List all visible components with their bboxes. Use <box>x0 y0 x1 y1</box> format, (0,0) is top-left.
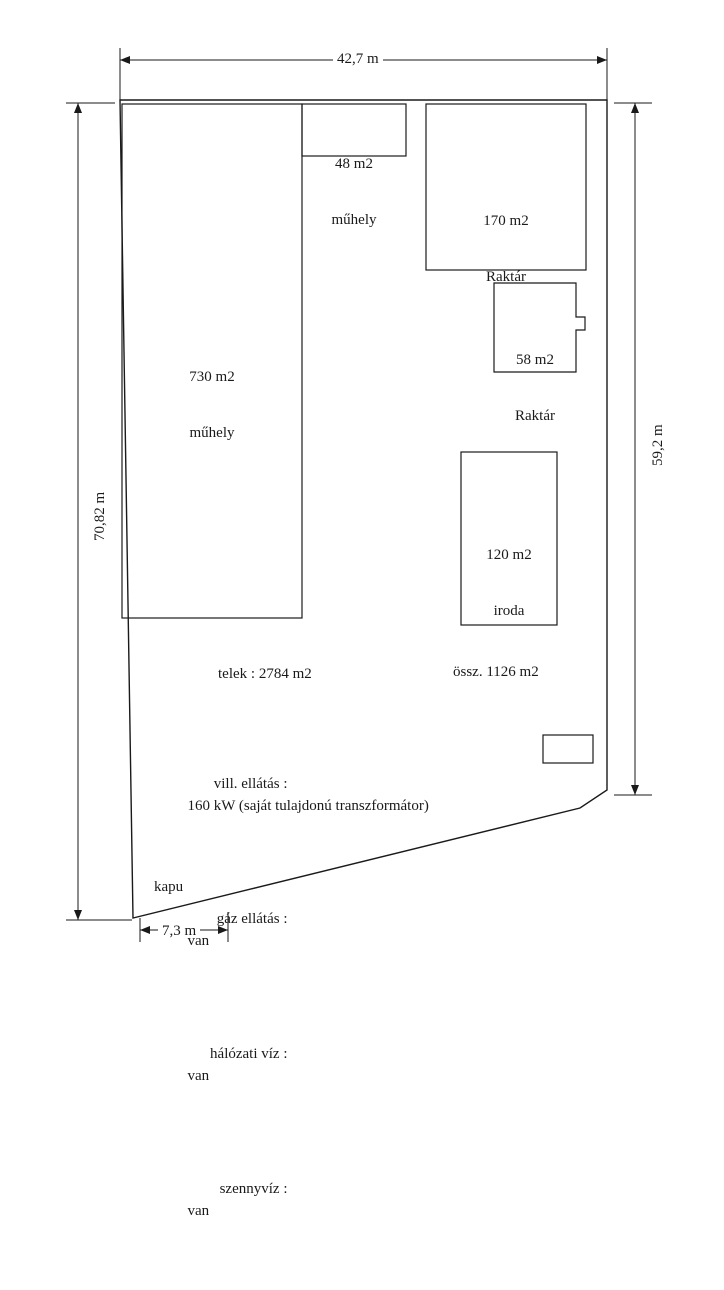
label-muhely-730-name: műhely <box>189 424 235 441</box>
label-muhely-730-area: 730 m2 <box>189 368 235 385</box>
dim-top-width-label: 42,7 m <box>333 51 383 68</box>
utility-label-gas: gáz ellátás : <box>216 910 288 927</box>
label-raktar-58-area: 58 m2 <box>516 351 554 368</box>
label-muhely-48-name: műhely <box>331 211 377 228</box>
label-raktar-58 <box>495 313 575 463</box>
dim-bottom-width-label: 7,3 m <box>158 923 200 940</box>
label-iroda-120-area: 120 m2 <box>486 546 532 563</box>
utility-value-water: van <box>187 1068 210 1084</box>
utility-label-electricity: vill. ellátás : <box>213 775 288 792</box>
utility-value-sewage: van <box>187 1203 210 1219</box>
label-buildings-total: össz. 1126 m2 <box>453 664 539 680</box>
utility-label-sewage: szennyvíz : <box>219 1180 288 1197</box>
utility-label-water: hálózati víz : <box>210 1045 288 1062</box>
dim-right-height-label: 59,2 m <box>650 420 667 470</box>
label-raktar-170 <box>446 174 566 324</box>
label-muhely-48-area: 48 m2 <box>335 155 373 172</box>
label-muhely-730 <box>152 330 272 480</box>
utility-value-gas: van <box>187 933 210 949</box>
utility-row-water <box>165 1020 429 1110</box>
label-iroda-120-name: iroda <box>493 602 525 619</box>
utility-value-electricity: 160 kW (saját tulajdonú transzformátor) <box>187 798 429 814</box>
label-plot-total: telek : 2784 m2 <box>218 666 312 682</box>
label-raktar-58-name: Raktár <box>515 407 555 424</box>
utility-row-electricity <box>165 750 429 840</box>
dim-right-height <box>614 103 652 795</box>
utility-row-gas <box>165 885 429 975</box>
label-raktar-170-name: Raktár <box>486 268 526 285</box>
label-raktar-170-area: 170 m2 <box>483 212 529 229</box>
small-structure <box>543 735 593 763</box>
label-iroda-120 <box>459 508 559 658</box>
utilities-list <box>165 705 429 1290</box>
dim-left-height-label: 70,82 m <box>92 488 109 545</box>
label-muhely-48 <box>304 117 404 267</box>
utility-row-sewage <box>165 1155 429 1245</box>
label-gate: kapu <box>154 879 184 895</box>
